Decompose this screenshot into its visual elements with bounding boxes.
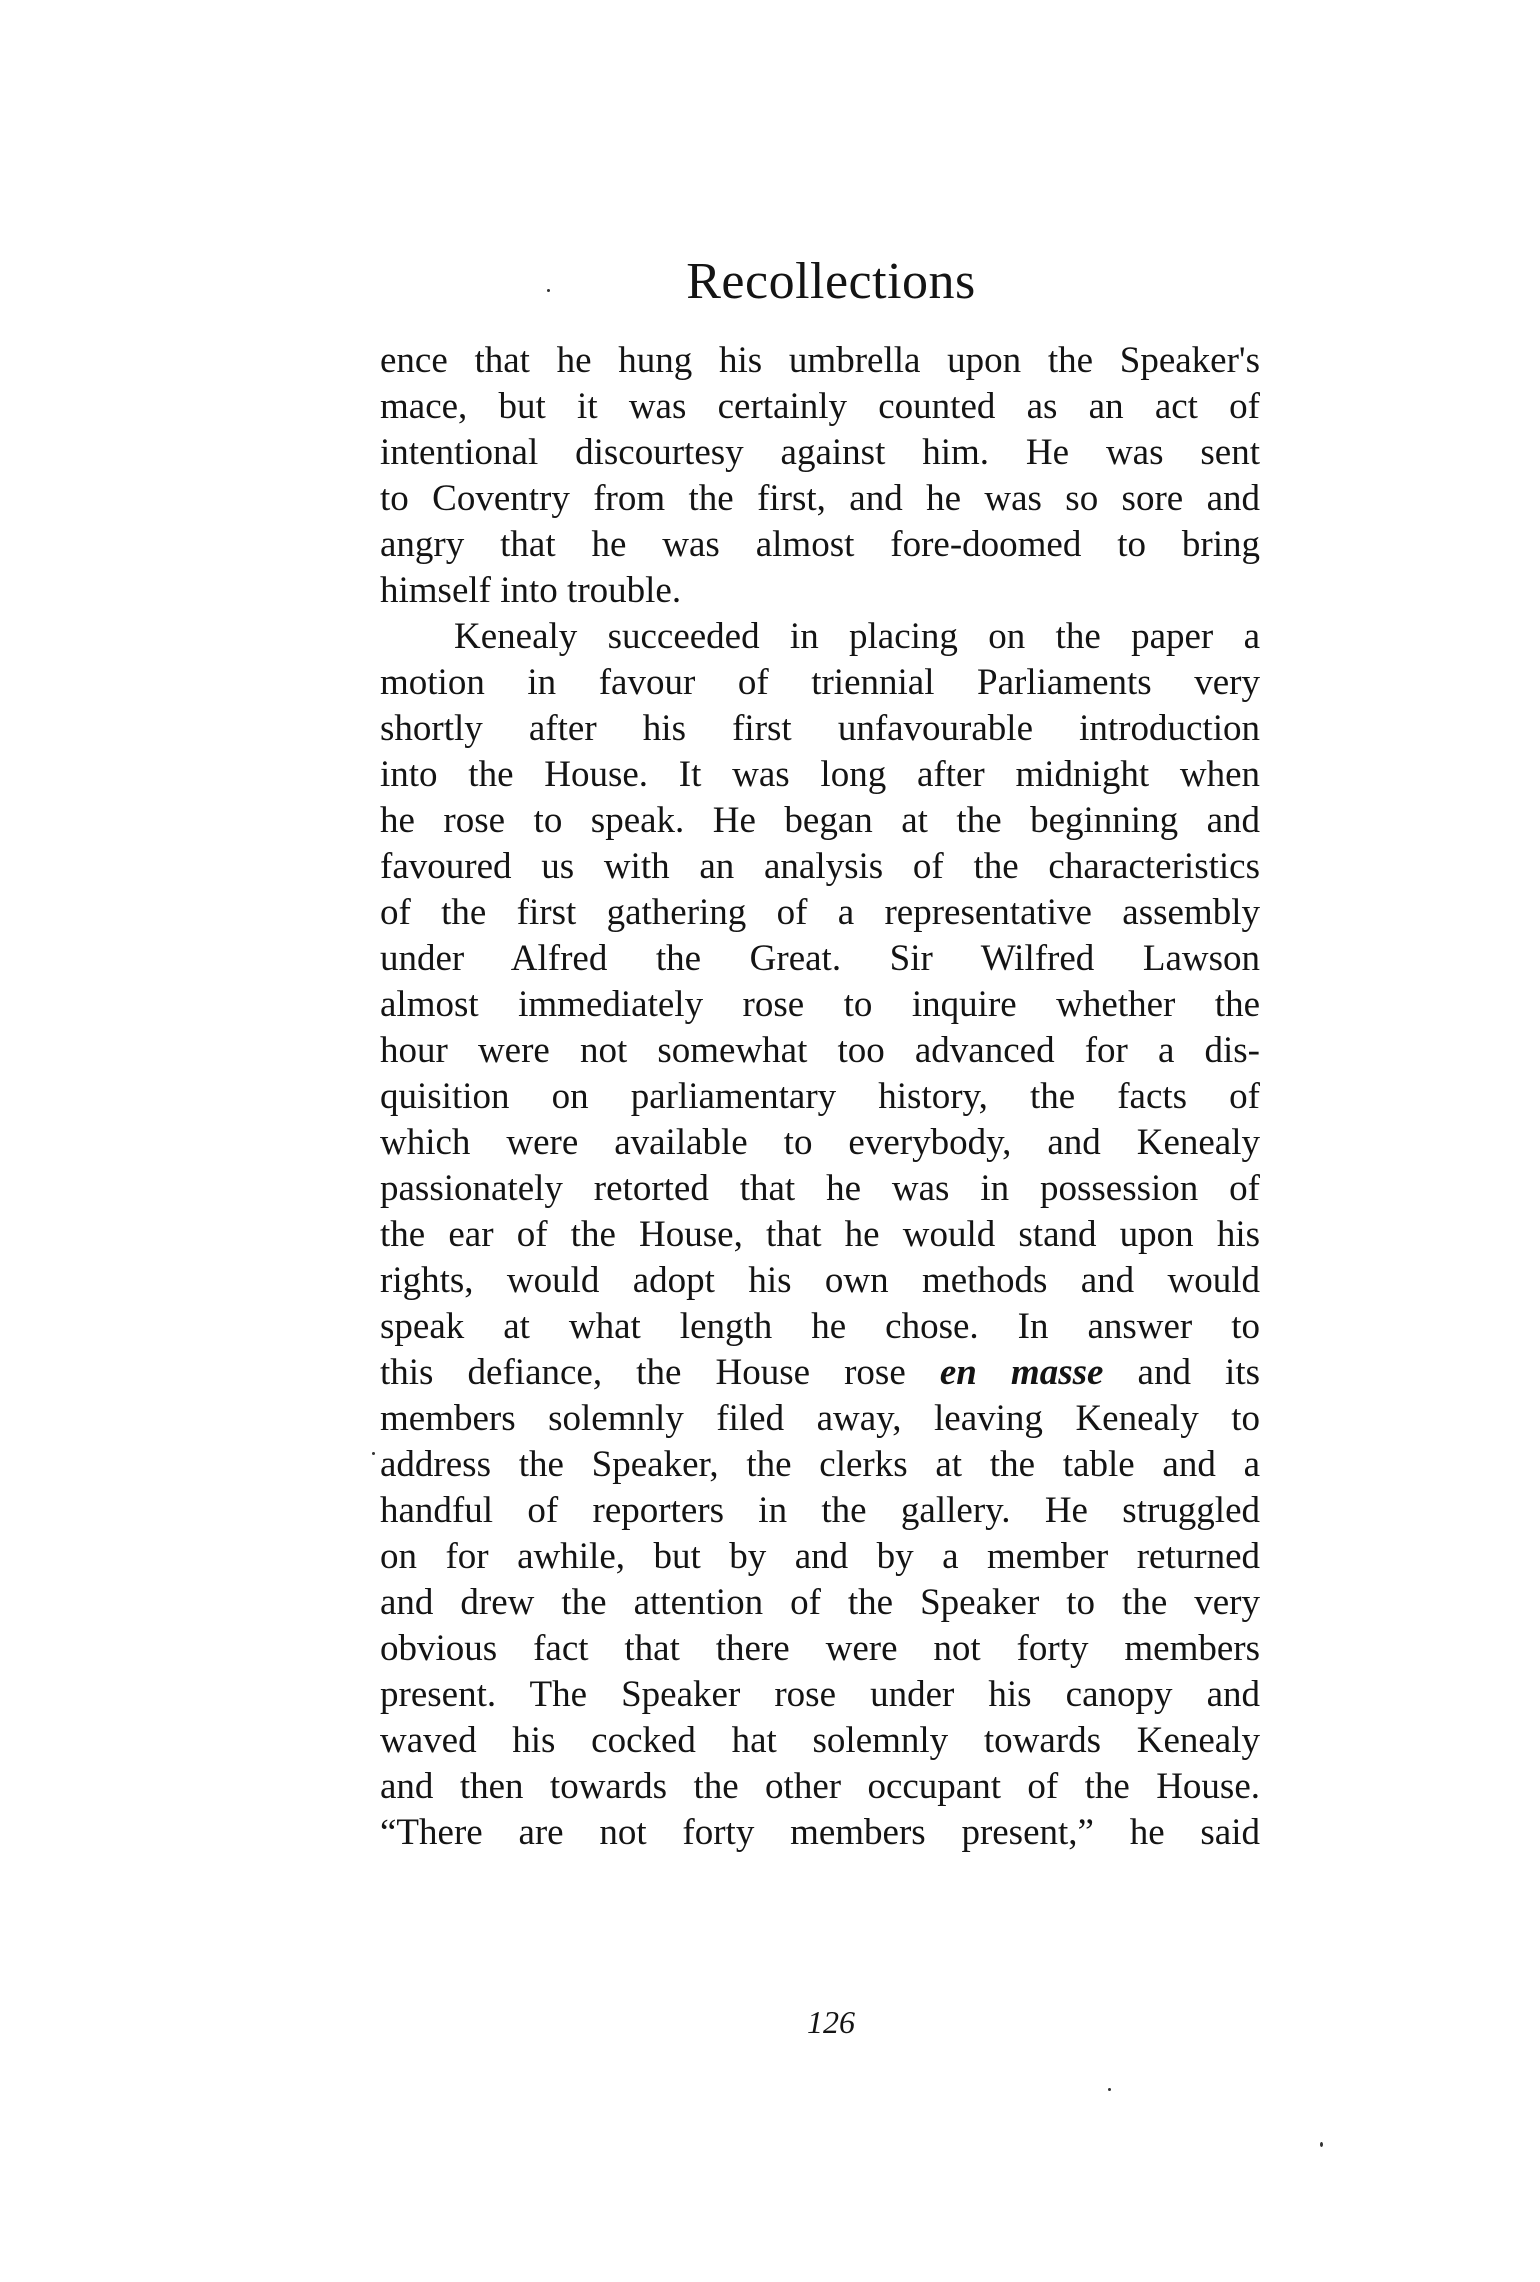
text-line: which were available to everybody, and Kenealy xyxy=(380,1122,1260,1163)
text-line: favoured us with an analysis of the characteristics xyxy=(380,846,1260,887)
text-line: and drew the attention of the Speaker to the very xyxy=(380,1582,1260,1623)
text-line: ence that he hung his umbrella upon the Speaker's xyxy=(380,340,1260,381)
text-line: obvious fact that there were not forty members xyxy=(380,1628,1260,1669)
text-line: he rose to speak. He began at the beginning and xyxy=(380,800,1260,841)
text-line: mace, but it was certainly counted as an act of xyxy=(380,386,1260,427)
text-line: “There are not forty members present,” he said xyxy=(380,1812,1260,1853)
text-line: on for awhile, but by and by a member returned xyxy=(380,1536,1260,1577)
text-line: into the House. It was long after midnight when xyxy=(380,754,1260,795)
text-line: rights, would adopt his own methods and would xyxy=(380,1260,1260,1301)
scan-speck xyxy=(372,1452,375,1455)
italic-phrase: en masse xyxy=(939,1352,1104,1393)
text-line: members solemnly filed away, leaving Kenealy to xyxy=(380,1398,1260,1439)
scan-speck xyxy=(547,289,550,292)
text-line: of the first gathering of a representative assembly xyxy=(380,892,1260,933)
scan-speck xyxy=(1320,2142,1323,2147)
body-text xyxy=(380,338,1260,1856)
text-line: to Coventry from the first, and he was so sore and xyxy=(380,478,1260,519)
text-line: intentional discourtesy against him. He was sent xyxy=(380,432,1260,473)
text-line-with-italic xyxy=(380,1350,1260,1396)
text-line: the ear of the House, that he would stand upon his xyxy=(380,1214,1260,1255)
scan-speck xyxy=(1108,2088,1111,2091)
text-line: hour were not somewhat too advanced for a dis- xyxy=(380,1030,1260,1071)
text-line: present. The Speaker rose under his canopy and xyxy=(380,1674,1260,1715)
text-line: Kenealy succeeded in placing on the paper a xyxy=(454,616,1260,657)
text-line: speak at what length he chose. In answer to xyxy=(380,1306,1260,1347)
text-line: handful of reporters in the gallery. He struggled xyxy=(380,1490,1260,1531)
text-line: and then towards the other occupant of the House. xyxy=(380,1766,1260,1807)
text-line: under Alfred the Great. Sir Wilfred Lawson xyxy=(380,938,1260,979)
text-line: address the Speaker, the clerks at the table and a xyxy=(380,1444,1260,1485)
running-head: Recollections xyxy=(686,253,976,310)
text-line: motion in favour of triennial Parliaments very xyxy=(380,662,1260,703)
text-line: angry that he was almost fore-doomed to bring xyxy=(380,524,1260,565)
text-line: quisition on parliamentary history, the facts of xyxy=(380,1076,1260,1117)
text-line: himself into trouble. xyxy=(380,570,682,611)
text-line: waved his cocked hat solemnly towards Kenealy xyxy=(380,1720,1260,1761)
text-span: and its xyxy=(1103,1352,1260,1393)
text-line: passionately retorted that he was in possession of xyxy=(380,1168,1260,1209)
page-number: 126 xyxy=(807,2004,855,2040)
text-line: shortly after his first unfavourable introduction xyxy=(380,708,1260,749)
text-line: almost immediately rose to inquire whether the xyxy=(380,984,1260,1025)
text-span: this defiance, the House rose xyxy=(380,1352,940,1393)
